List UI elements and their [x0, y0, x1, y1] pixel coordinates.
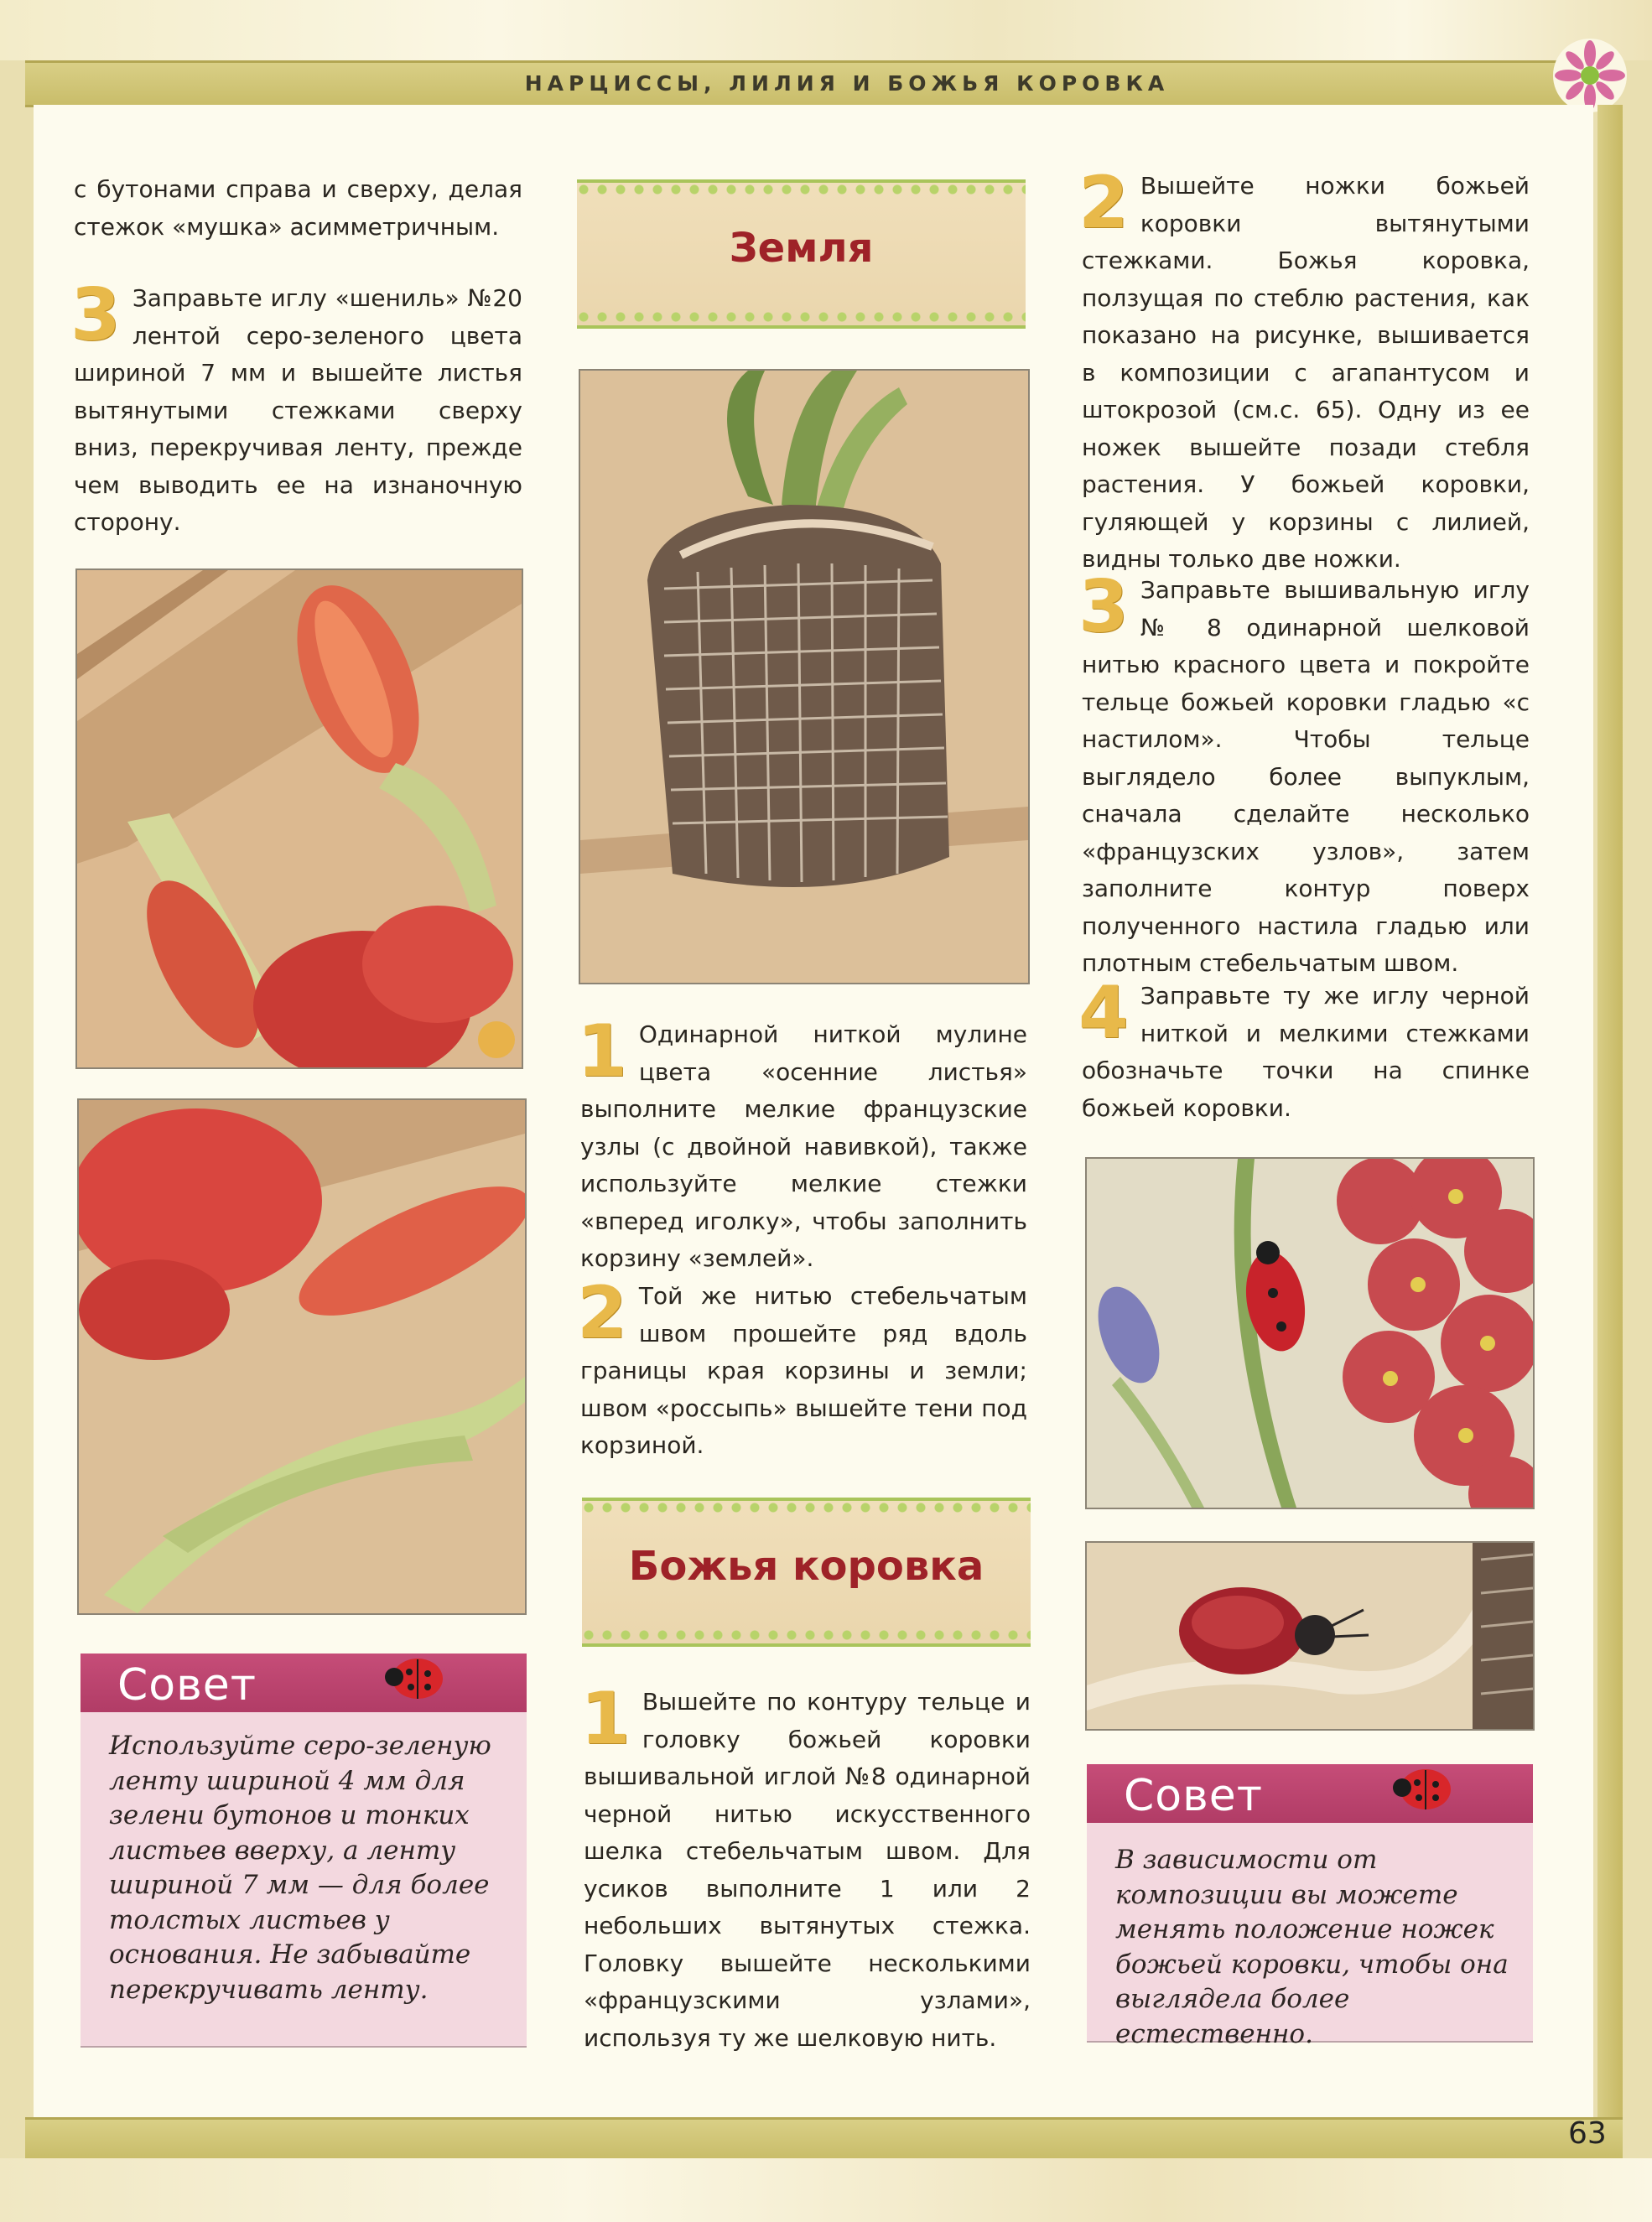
right-step-4	[1078, 971, 1530, 1127]
tip-text: В зависимости от композиции вы можете менять положение ножек божьей коровки, чтобы она выглядела более естественно.	[1115, 1845, 1509, 2049]
page-number: 63	[1568, 2116, 1607, 2151]
step-number: 3	[70, 273, 121, 357]
section-header-earth	[577, 179, 1026, 329]
ladybug-icon	[1390, 1754, 1457, 1814]
step-number: 4	[1078, 971, 1129, 1055]
step-text: Вышейте ножки божьей коровки вытянутыми стежками. Божья коровка, ползущая по стеблю растения, как показано на рисунке, вышивается в композиции с агапантусом и штокрозой (см.с. 65). Одну из ее ножек вышейте позади стебля растения. У божьей коровки, гуляющей у корзины с лилией, видны только две ножки.	[1082, 172, 1530, 573]
footer-bar	[25, 2117, 1623, 2161]
page-frame-bottom	[0, 2158, 1652, 2222]
tip-label: Совет	[117, 1660, 257, 1711]
flower-ornament-icon	[1550, 35, 1630, 116]
earth-step-1	[577, 1010, 1027, 1278]
ladybug-icon	[382, 1643, 449, 1704]
photo-lily-buds	[75, 568, 523, 1069]
step-number: 2	[1078, 161, 1129, 245]
tip-text: Используйте серо-зеленую ленту шириной 4 мм для зелени бутонов и тонких листьев вверху, а ленту шириной 7 мм — для более толстых листьев у основания. Не забывайте перекручивать ленту.	[109, 1731, 491, 2005]
step-text: Заправьте ту же иглу черной ниткой и мелкими стежками обозначьте точки на спинке божьей коровки.	[1082, 982, 1530, 1122]
running-header	[25, 60, 1602, 107]
photo-ladybug-stem	[1085, 1157, 1535, 1509]
step-number: 1	[580, 1677, 631, 1761]
section-title-ladybug: Божья коровка	[628, 1543, 984, 1590]
running-header-title: НАРЦИССЫ, ЛИЛИЯ И БОЖЬЯ КОРОВКА	[524, 71, 1170, 96]
page-frame-top	[0, 0, 1652, 60]
step-number: 2	[577, 1271, 627, 1355]
tip-box-left	[81, 1654, 527, 2048]
earth-step-2	[577, 1271, 1027, 1465]
step-text: Заправьте иглу «шениль» №20 лентой серо-зеленого цвета шириной 7 мм и вышейте листья вытянутыми стежками сверху вниз, перекручивая ленту, прежде чем выводить ее на изнаночную сторону.	[74, 284, 522, 536]
step-text: Той же нитью стебельчатым швом прошейте ряд вдоль границы края корзины и земли; швом «россыпь» вышейте тени под корзиной.	[580, 1282, 1027, 1459]
tip-box-right	[1087, 1764, 1533, 2049]
right-step-2	[1078, 161, 1530, 579]
section-header-ladybug	[582, 1498, 1031, 1647]
tip-header	[81, 1654, 527, 1712]
right-step-3	[1078, 565, 1530, 983]
step-text: Вышейте по контуру тельце и головку божьей коровки вышивальной иглой №8 одинарной черной нитью искусственного шелка стебельчатым швом. Для усиков выполните 1 или 2 небольших вытянутых стежка. Головку вышейте несколькими «французскими узлами», используя ту же шелковую нить.	[584, 1688, 1031, 2052]
ladybug-step-1	[580, 1677, 1031, 2057]
page-frame-right	[1597, 105, 1623, 2117]
step-number: 3	[1078, 565, 1129, 649]
left-step-3	[70, 273, 522, 542]
tip-header	[1087, 1764, 1533, 1823]
step-text: Заправьте вышивальную иглу № 8 одинарной шелковой нитью красного цвета и покройте тельце божьей коровки гладью «с настилом». Чтобы тельце выглядело более выпуклым, сначала сделайте несколько «французских узлов», затем заполните контур поверх полученного настила гладью или плотным стебельчатым швом.	[1082, 576, 1530, 977]
step-number: 1	[577, 1010, 627, 1093]
photo-ladybug-basket	[1085, 1541, 1535, 1731]
photo-lily-leaves	[77, 1098, 527, 1615]
photo-basket	[579, 369, 1030, 984]
section-title-earth: Земля	[729, 225, 874, 272]
step-text: Одинарной ниткой мулине цвета «осенние листья» выполните мелкие французские узлы (с двойной навивкой), также используйте мелкие стежки «вперед иголку», чтобы заполнить корзину «землей».	[580, 1020, 1027, 1272]
intro-text: с бутонами справа и сверху, делая стежок «мушка» асимметричным.	[74, 175, 522, 241]
tip-label: Совет	[1124, 1771, 1264, 1821]
